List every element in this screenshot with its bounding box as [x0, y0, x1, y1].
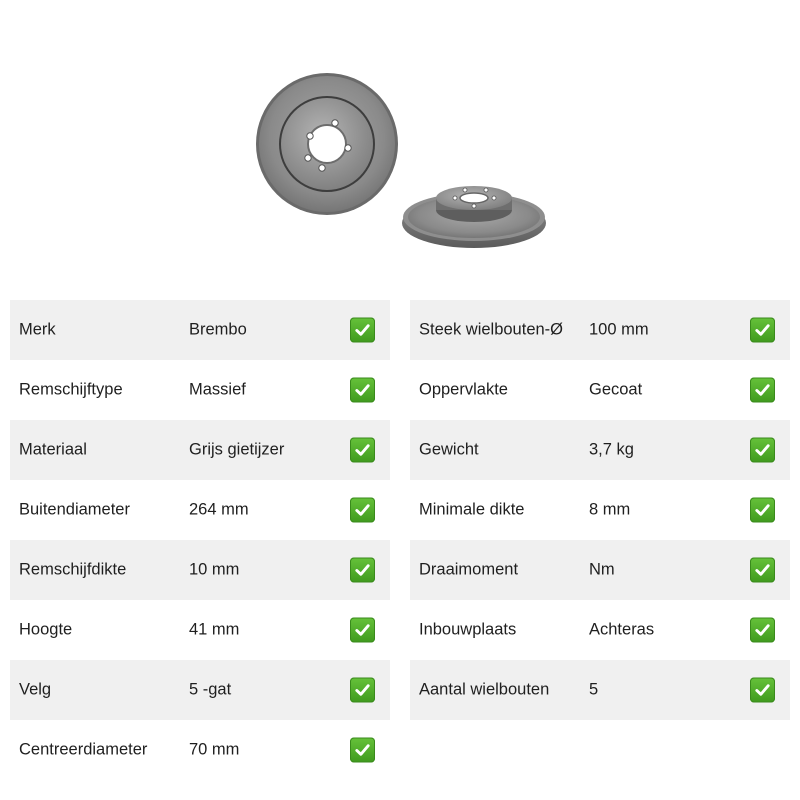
check-icon: [350, 738, 375, 763]
spec-label: Hoogte: [19, 620, 73, 639]
spec-row: [410, 300, 790, 360]
check-icon: [350, 378, 375, 403]
spec-row: [410, 600, 790, 660]
spec-row: [10, 300, 390, 360]
spec-row: [10, 600, 390, 660]
check-icon: [750, 678, 775, 703]
spec-value: 3,7 kg: [589, 440, 634, 459]
check-icon: [750, 378, 775, 403]
spec-label: Gewicht: [419, 440, 479, 459]
spec-value: 5 -gat: [189, 680, 232, 699]
spec-label: Buitendiameter: [19, 500, 130, 519]
spec-row: [10, 660, 390, 720]
spec-value: 70 mm: [189, 740, 240, 759]
spec-table-right: [410, 300, 790, 720]
spec-value: 5: [589, 680, 599, 699]
brake-disc-pair-icon: [250, 70, 550, 250]
spec-value: Gecoat: [589, 380, 643, 399]
check-icon: [750, 438, 775, 463]
spec-table-left: [10, 300, 390, 780]
check-icon: [750, 618, 775, 643]
spec-label: Inbouwplaats: [419, 620, 517, 639]
brake-disc-image: [250, 70, 550, 250]
angled-disc: [402, 186, 546, 248]
spec-value: Grijs gietijzer: [189, 440, 285, 459]
spec-value: 8 mm: [589, 500, 631, 519]
spec-label: Draaimoment: [419, 560, 519, 579]
spec-label: Remschijfdikte: [19, 560, 127, 579]
spec-value: Massief: [189, 380, 246, 399]
check-icon: [350, 498, 375, 523]
spec-label: Oppervlakte: [419, 380, 508, 399]
front-disc: [256, 73, 398, 215]
spec-label: Minimale dikte: [419, 500, 525, 519]
check-icon: [350, 558, 375, 583]
spec-label: Materiaal: [19, 440, 87, 459]
spec-label: Remschijftype: [19, 380, 123, 399]
spec-row: [410, 420, 790, 480]
spec-row: [410, 540, 790, 600]
check-icon: [350, 618, 375, 643]
check-icon: [350, 438, 375, 463]
spec-label: Velg: [19, 680, 52, 699]
spec-row: [10, 420, 390, 480]
spec-value: 264 mm: [189, 500, 249, 519]
spec-label: Centreerdiameter: [19, 740, 148, 759]
spec-row: [10, 540, 390, 600]
spec-value: Brembo: [189, 320, 247, 339]
spec-label: Merk: [19, 320, 56, 339]
spec-row: [410, 480, 790, 540]
spec-row: [10, 720, 390, 780]
check-icon: [750, 318, 775, 343]
check-icon: [350, 318, 375, 343]
spec-value: 10 mm: [189, 560, 240, 579]
spec-value: 41 mm: [189, 620, 240, 639]
check-icon: [750, 558, 775, 583]
spec-value: Achteras: [589, 620, 655, 639]
spec-row: [10, 480, 390, 540]
spec-row: [10, 360, 390, 420]
check-icon: [350, 678, 375, 703]
check-icon: [750, 498, 775, 523]
spec-label: Steek wielbouten-Ø: [419, 320, 563, 339]
spec-value: 100 mm: [589, 320, 649, 339]
spec-value: Nm: [589, 560, 615, 579]
spec-label: Aantal wielbouten: [419, 680, 550, 699]
spec-row: [410, 360, 790, 420]
spec-row: [410, 660, 790, 720]
